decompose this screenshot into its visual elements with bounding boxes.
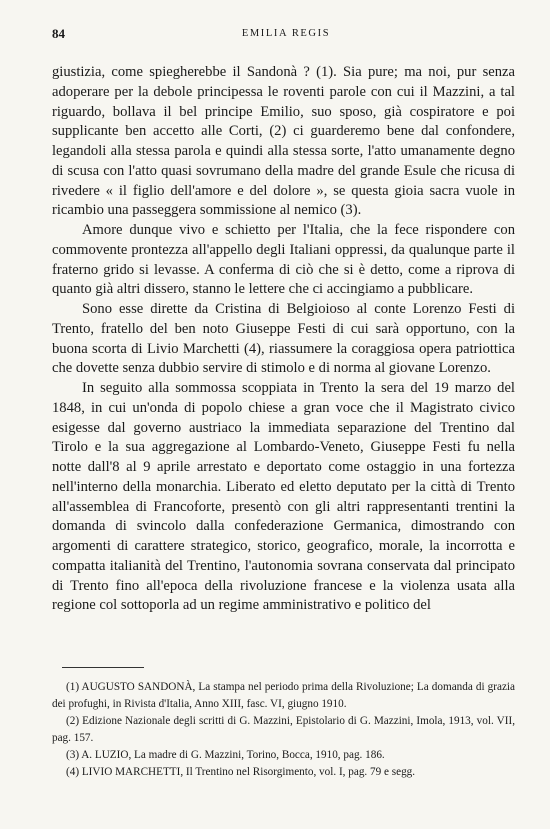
footnotes — [52, 679, 515, 780]
footnote: (1) AUGUSTO SANDONÀ, La stampa nel periodo prima della Rivoluzione; La domanda di grazia dei profughi, in Rivista d'Italia, Anno XIII, fasc. VI, giugno 1910. — [52, 681, 515, 710]
paragraph: In seguito alla sommossa scoppiata in Trento la sera del 19 marzo del 1848, in cui un'onda di popolo chiese a gran voce che il Magistrato civico esigesse dal governo austriaco la immediata separazione del Trentino dal Tirolo e la sua aggregazione al Lombardo-Veneto, Giuseppe Festi fu nella notte dall'8 al 9 aprile arrestato e deportato come ostaggio in una fortezza nell'interno della monarchia. Liberato ed eletto deputato per la città di Trento all'assemblea di Francoforte, presentò con gli altri rappresentanti trentini la domanda di svincolo dalla confederazione Germanica, dimostrando con argomenti di carattere strategico, storico, geografico, morale, la incorrotta e compatta italianità del Trentino, l'autonomia sovrana conservata dal principato di Trento fino all'epoca della rivoluzione francese e la violenza usata alla regione col sottoporla ad un regime amministrativo e politico del — [52, 380, 515, 614]
running-head — [52, 26, 520, 44]
footnote: (2) Edizione Nazionale degli scritti di G. Mazzini, Epistolario di G. Mazzini, Imola, 1913, vol. VII, pag. 157. — [52, 714, 515, 744]
paragraph: Sono esse dirette da Cristina di Belgioioso al conte Lorenzo Festi di Trento, fratello del ben noto Giuseppe Festi di cui sarà opportuno, con la buona scorta di Livio Marchetti (4), riassumere la coraggiosa opera patriottica che dovette senza dubbio servire di stimolo e di norma al giovane Lorenzo. — [52, 301, 515, 377]
footnote-separator — [62, 667, 144, 668]
paragraph: giustizia, come spiegherebbe il Sandonà ? (1). Sia pure; ma noi, pur senza adoperare per la debole principessa le roventi parole con cui il Mazzini, a tal riguardo, bollava il bel principe Emilio, suo sposo, già cospiratore e poi supplicante ben accetto alle Corti, (2) ci guarderemo bene dal confondere, legandoli alla stessa parola e quindi alla stessa sorte, l'atto umanamente degno di scusa con l'atto quasi sovrumano della madre del grande Esule che ricusa di rivedere « il figlio dell'amore e del dolore », se questa gioia sacra vuole in ricambio una passeggera sommissione al nemico (3). — [52, 64, 515, 219]
page-number: 84 — [52, 26, 65, 41]
footnote: (4) LIVIO MARCHETTI, Il Trentino nel Risorgimento, vol. I, pag. 79 e segg. — [66, 765, 416, 778]
body-text — [52, 63, 515, 616]
paragraph: Amore dunque vivo e schietto per l'Italia, che la fece rispondere con commovente prontezza all'appello degli Italiani oppressi, da qualunque parte il fraterno grido si levasse. A conferma di ciò che si è detto, come a riprova di quanto già altri dissero, stanno le lettere che ci accingiamo a pubblicare. — [52, 222, 515, 298]
running-title: EMILIA REGIS — [241, 28, 331, 39]
footnote: (3) A. LUZIO, La madre di G. Mazzini, Torino, Bocca, 1910, pag. 186. — [66, 748, 385, 761]
